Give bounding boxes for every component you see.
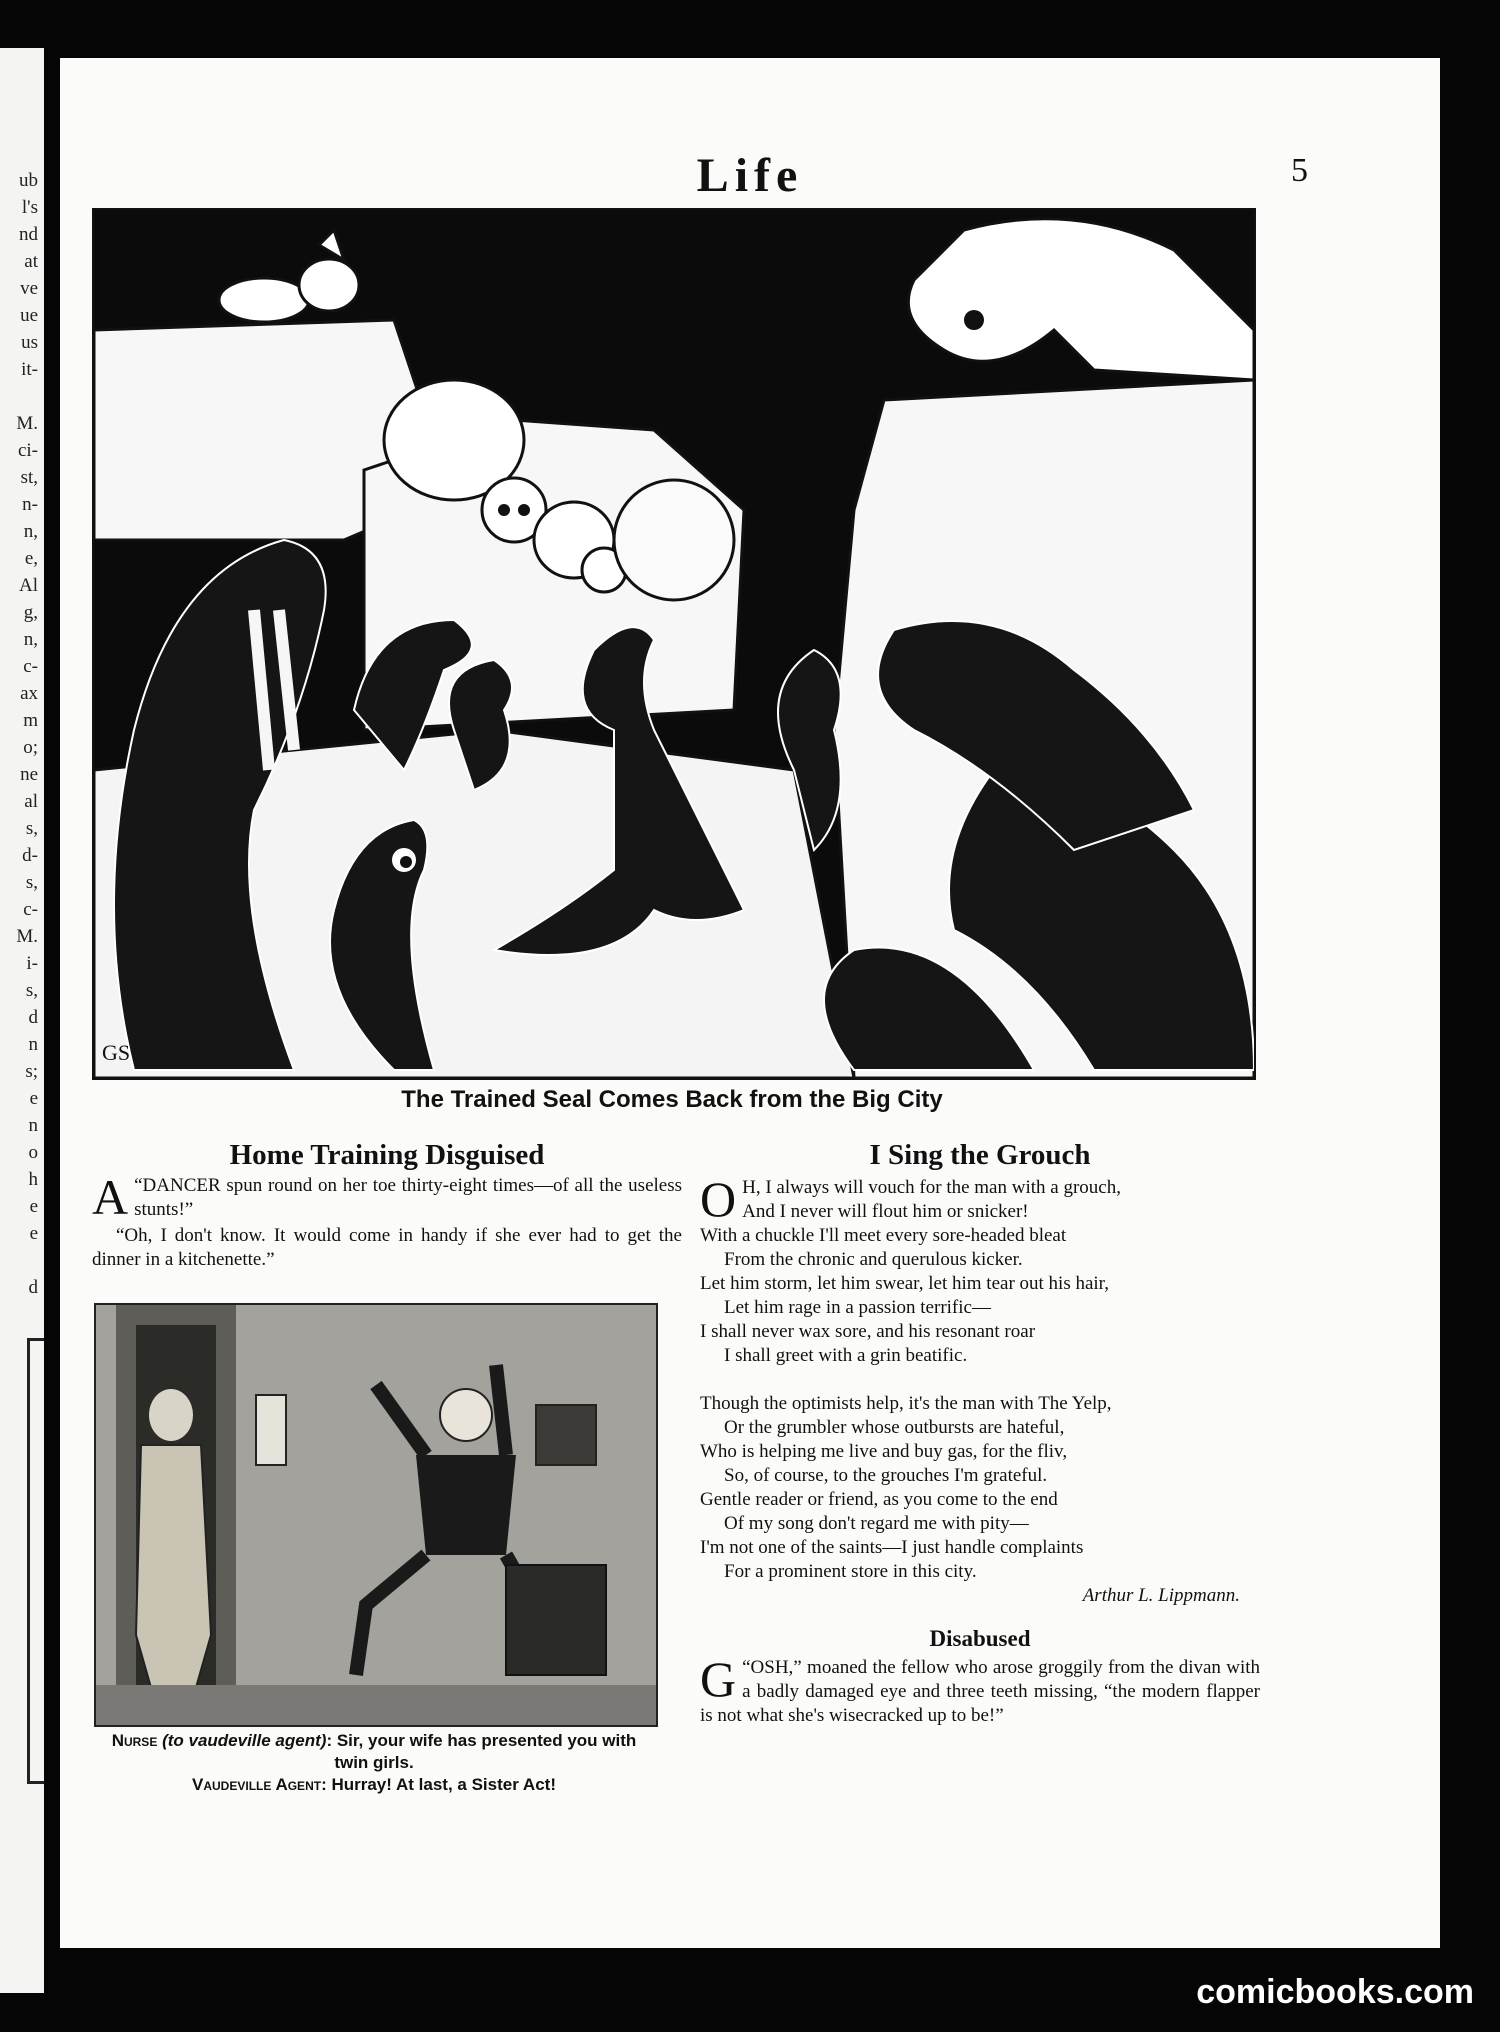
prev-page-fragment: d xyxy=(28,1007,38,1028)
paragraph-text: OSH,” moaned the fellow who arose groggily from the divan with a badly damaged eye and three teeth missing, “the modern flapper is not what she's wisecracked up to be!” xyxy=(700,1657,1260,1726)
prev-page-fragment: n xyxy=(28,1034,38,1055)
prev-page-fragment: M. xyxy=(16,413,38,434)
prev-page-fragment: al xyxy=(24,791,38,812)
prev-page-fragment: Al xyxy=(19,575,38,596)
prev-page-fragment: g, xyxy=(23,602,38,623)
prev-page-fragment: M. xyxy=(16,926,38,947)
poem-body xyxy=(700,1171,1260,1608)
prev-page-fragment: d- xyxy=(22,845,38,866)
prev-page-fragment: s; xyxy=(25,1061,38,1082)
photo-caption xyxy=(94,1730,654,1796)
site-watermark: comicbooks.com xyxy=(1196,1973,1474,2011)
prev-page-fragment: s, xyxy=(25,818,38,839)
poem-line: From the chronic and querulous kicker. xyxy=(724,1249,1023,1270)
right-column xyxy=(700,1138,1260,1728)
poem-line: So, of course, to the grouches I'm grateful. xyxy=(724,1465,1048,1486)
page-number: 5 xyxy=(1291,152,1308,189)
left-column xyxy=(92,1138,682,1272)
prev-page-fragment: nd xyxy=(19,224,38,245)
artist-signature: GS xyxy=(102,1040,131,1065)
poem-line: Let him rage in a passion terrific— xyxy=(724,1297,991,1318)
prev-page-fragment: n, xyxy=(23,629,38,650)
prev-page-fragment: ub xyxy=(19,170,38,191)
poem-line: Or the grumbler whose outbursts are hateful, xyxy=(724,1417,1065,1438)
prev-page-fragment: ue xyxy=(20,305,38,326)
poem-author: Arthur L. Lippmann. xyxy=(1082,1585,1240,1606)
drop-cap: O xyxy=(700,1171,737,1227)
prev-page-fragment: ax xyxy=(20,683,38,704)
poem-line: Gentle reader or friend, as you come to the end xyxy=(700,1489,1058,1510)
poem-line: For a prominent store in this city. xyxy=(724,1561,977,1582)
prev-page-fragment: ve xyxy=(20,278,38,299)
seal-cartoon-drawing xyxy=(94,210,1254,1078)
prev-page-fragment: c- xyxy=(23,899,38,920)
paragraph-text: DANCER spun round on her toe thirty-eight times—of all the useless stunts!” xyxy=(134,1175,682,1220)
seal-cartoon-illustration xyxy=(92,208,1256,1080)
prev-page-fragment: n- xyxy=(22,494,38,515)
prev-page-fragment: ne xyxy=(20,764,38,785)
nurse-line: : Sir, your wife has presented you with twin girls. xyxy=(326,1731,637,1772)
magazine-page xyxy=(60,58,1440,1948)
article-title: Home Training Disguised xyxy=(229,1139,545,1171)
poem-line-text: H, I always will vouch for the man with a grouch, xyxy=(742,1177,1121,1198)
agent-line: : Hurray! At last, a Sister Act! xyxy=(321,1775,556,1794)
prev-page-fragment: s, xyxy=(25,872,38,893)
drop-cap: A xyxy=(92,1169,129,1225)
prev-page-fragment: o xyxy=(28,1142,38,1163)
prev-page-fragment: i- xyxy=(26,953,38,974)
opening-quote: “ xyxy=(134,1175,143,1196)
poem-line: And I never will flout him or snicker! xyxy=(742,1201,1029,1222)
poem-line: Who is helping me live and buy gas, for the fliv, xyxy=(700,1441,1068,1462)
poem-line: With a chuckle I'll meet every sore-headed bleat xyxy=(700,1225,1067,1246)
prev-page-fragment: o; xyxy=(23,737,38,758)
prev-page-fragment: us xyxy=(21,332,38,353)
prev-page-fragment: s, xyxy=(25,980,38,1001)
cartoon-caption: The Trained Seal Comes Back from the Big City xyxy=(401,1086,943,1113)
caption-line-1 xyxy=(94,1730,654,1774)
prev-page-fragment: e, xyxy=(24,548,38,569)
poem-line: I shall greet with a grin beatific. xyxy=(724,1345,968,1366)
prev-page-fragment: d xyxy=(28,1277,38,1298)
poem-line: Of my song don't regard me with pity— xyxy=(724,1513,1029,1534)
prev-page-fragment: l's xyxy=(21,197,38,218)
prev-page-fragment: m xyxy=(23,710,38,731)
article-paragraph-2: “Oh, I don't know. It would come in handy if she ever had to get the dinner in a kitchenette.” xyxy=(92,1225,682,1270)
prev-page-fragment: n xyxy=(28,1115,38,1136)
prev-page-fragment: e xyxy=(29,1088,38,1109)
poem-line: I'm not one of the saints—I just handle complaints xyxy=(700,1537,1084,1558)
poem-line: Though the optimists help, it's the man with The Yelp, xyxy=(700,1393,1112,1414)
article-title-disabused: Disabused xyxy=(929,1626,1031,1651)
speaker-nurse: Nurse xyxy=(111,1731,158,1750)
opening-quote: “ xyxy=(742,1657,751,1678)
masthead-title: Life xyxy=(696,149,804,202)
prev-page-fragment: st, xyxy=(20,467,38,488)
speaker-agent: Vaudeville Agent xyxy=(192,1775,322,1794)
prev-page-fragment: at xyxy=(24,251,38,272)
prev-page-box-edge xyxy=(27,1338,44,1784)
prev-page-fragment: c- xyxy=(23,656,38,677)
disabused-paragraph xyxy=(700,1651,1260,1728)
caption-line-2 xyxy=(94,1774,654,1796)
poem-title: I Sing the Grouch xyxy=(869,1139,1091,1171)
stage-direction: (to vaudeville agent) xyxy=(162,1731,327,1750)
article-paragraph-1 xyxy=(92,1169,682,1225)
poem-line: Let him storm, let him swear, let him tear out his hair, xyxy=(700,1273,1110,1294)
poem-line: I shall never wax sore, and his resonant roar xyxy=(700,1321,1036,1342)
drop-cap: G xyxy=(700,1651,737,1707)
previous-page-edge xyxy=(0,48,44,1993)
vaudeville-photo-illustration xyxy=(94,1303,658,1727)
prev-page-fragment: e xyxy=(29,1223,38,1244)
prev-page-fragment: ci- xyxy=(17,440,38,461)
prev-page-fragment: it- xyxy=(21,359,38,380)
prev-page-fragment: e xyxy=(29,1196,38,1217)
vaudeville-drawing xyxy=(96,1305,656,1725)
prev-page-fragment: h xyxy=(28,1169,38,1190)
stanza-break xyxy=(700,1368,1260,1392)
prev-page-fragment: n, xyxy=(23,521,38,542)
